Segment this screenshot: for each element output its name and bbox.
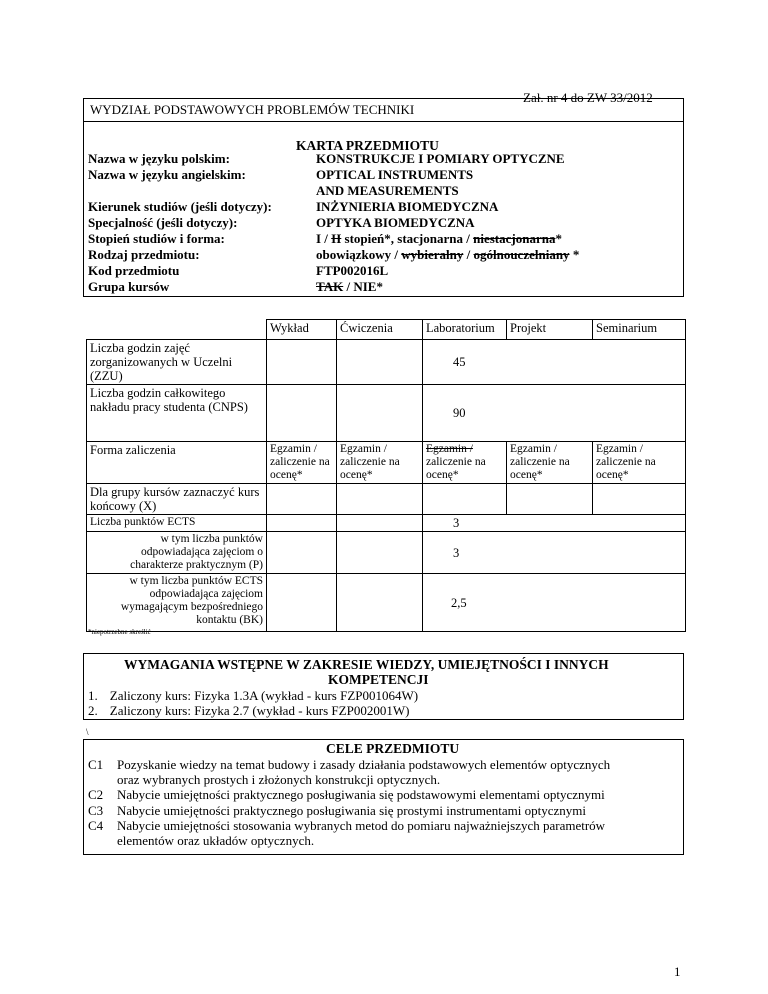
card-title: KARTA PRZEDMIOTU (296, 138, 439, 153)
table-row-direct-contact (87, 574, 686, 632)
goal-text-c4-line2: elementów oraz układów optycznych. (117, 833, 315, 848)
goal-text-c1-line1: Pozyskanie wiedzy na temat budowy i zasady działania podstawowych elementów optycznych (117, 757, 611, 772)
cell-empty (593, 484, 686, 515)
col-header-projekt: Projekt (507, 320, 593, 340)
forma-lab-strike: Egzamin / (426, 443, 473, 455)
code-value: FTP002016L (316, 263, 389, 278)
goals-title: CELE PRZEDMIOTU (326, 741, 460, 756)
degree-part-d: niestacjonarna (473, 231, 556, 246)
cnps-number: 90 (453, 406, 466, 420)
table-row-cnps (87, 385, 686, 442)
attachment-note: Zał. nr 4 do ZW 33/2012 (523, 90, 653, 105)
goal-code: C1 (88, 757, 104, 772)
cell-empty (337, 340, 423, 385)
name-en-value-2: AND MEASUREMENTS (316, 183, 459, 198)
requirement-num: 2. (88, 703, 98, 718)
practical-value (423, 532, 686, 574)
direct-contact-value (423, 574, 686, 632)
page-number: 1 (674, 964, 681, 979)
specialty-value: OPTYKA BIOMEDYCZNA (316, 215, 475, 230)
group-part-b: / NIE* (343, 279, 383, 294)
row-label-final: Dla grupy kursów zaznaczyć kurs końcowy (X) (87, 484, 267, 515)
row-label-ects: Liczba punktów ECTS (87, 515, 267, 532)
type-part-d: ogólnouczelniany (473, 247, 570, 262)
goal-item-c4 (88, 818, 103, 833)
stray-backslash: \ (86, 727, 89, 737)
practical-number: 3 (453, 545, 460, 560)
degree-part-b: II (331, 231, 342, 246)
cell-empty (267, 484, 337, 515)
degree-part-e: * (555, 231, 562, 246)
specialty-label: Specjalność (jeśli dotyczy): (88, 215, 238, 230)
requirement-item-2 (88, 703, 409, 718)
ects-number: 3 (453, 516, 460, 530)
goal-item-c3 (88, 803, 103, 818)
cell-empty (337, 484, 423, 515)
forma-laboratorium (423, 442, 507, 484)
degree-label: Stopień studiów i forma: (88, 231, 225, 246)
code-label: Kod przedmiotu (88, 263, 180, 278)
cell-empty (337, 574, 423, 632)
cell-empty (423, 484, 507, 515)
degree-part-c: stopień*, stacjonarna / (341, 231, 474, 246)
requirement-text: Zaliczony kurs: Fizyka 2.7 (wykład - kurs FZP002001W) (109, 703, 410, 718)
degree-part-a: I / (316, 231, 332, 246)
type-part-c: / (463, 247, 474, 262)
row-label-cnps: Liczba godzin całkowitego nakładu pracy studenta (CNPS) (87, 385, 267, 442)
name-pl-label: Nazwa w języku polskim: (88, 151, 230, 166)
ects-value (423, 515, 686, 532)
header-divider (83, 98, 684, 122)
degree-value (316, 231, 562, 247)
col-header-laboratorium: Laboratorium (423, 320, 507, 340)
goal-text-c3: Nabycie umiejętności praktycznego posługiwania się prostymi instrumentami optycznymi (117, 803, 586, 818)
direct-contact-number: 2,5 (451, 595, 467, 610)
name-en-label: Nazwa w języku angielskim: (88, 167, 246, 182)
forma-seminarium: Egzamin / zaliczenie na ocenę* (593, 442, 686, 484)
group-label: Grupa kursów (88, 279, 170, 294)
group-value (316, 279, 383, 295)
type-part-a: obowiązkowy / (316, 247, 402, 262)
row-label-direct-contact: w tym liczba punktów ECTS odpowiadająca zajęciom wymagającym bezpośredniego kontaktu (BK) (87, 574, 267, 632)
goal-text-c2: Nabycie umiejętności praktycznego posługiwania się podstawowymi elementami optycznymi (117, 787, 605, 802)
col-header-cwiczenia: Ćwiczenia (337, 320, 423, 340)
row-label-forma: Forma zaliczenia (87, 442, 267, 484)
row-label-zzu: Liczba godzin zajęć zorganizowanych w Uczelni (ZZU) (87, 340, 267, 385)
forma-projekt: Egzamin / zaliczenie na ocenę* (507, 442, 593, 484)
zzu-value (423, 340, 686, 385)
goal-code: C4 (88, 818, 104, 833)
cell-empty (267, 515, 337, 532)
requirements-title-1: WYMAGANIA WSTĘPNE W ZAKRESIE WIEDZY, UMIEJĘTNOŚCI I INNYCH (124, 657, 609, 672)
footnote: *niepotrzebne skreślić (88, 628, 151, 636)
goal-code: C2 (88, 787, 104, 802)
group-part-a: TAK (316, 279, 344, 294)
col-header-wyklad: Wykład (267, 320, 337, 340)
table-row-final (87, 484, 686, 515)
table-row-practical (87, 532, 686, 574)
type-value (316, 247, 579, 263)
zzu-number: 45 (453, 355, 466, 369)
table-row-ects (87, 515, 686, 532)
col-header-seminarium: Seminarium (593, 320, 686, 340)
goal-item-c1 (88, 757, 103, 772)
type-label: Rodzaj przedmiotu: (88, 247, 200, 262)
requirements-box (83, 653, 684, 720)
forma-cwiczenia: Egzamin / zaliczenie na ocenę* (337, 442, 423, 484)
forma-wyklad: Egzamin / zaliczenie na ocenę* (267, 442, 337, 484)
goal-text-c1-line2: oraz wybranych prostych i złożonych konstrukcji optycznych. (117, 772, 441, 787)
ects-table (86, 319, 686, 632)
cell-empty (337, 532, 423, 574)
cnps-value (423, 385, 686, 442)
cell-empty (267, 340, 337, 385)
cell-empty (267, 574, 337, 632)
requirement-num: 1. (88, 688, 98, 703)
goal-code: C3 (88, 803, 104, 818)
type-part-e: * (569, 247, 580, 262)
direction-value: INŻYNIERIA BIOMEDYCZNA (316, 199, 499, 214)
goal-text-c4-line1: Nabycie umiejętności stosowania wybranych metod do pomiaru najważniejszych parametrów (117, 818, 606, 833)
table-row-zzu (87, 340, 686, 385)
forma-lab-rest: zaliczenie na ocenę* (426, 456, 486, 481)
faculty-name: WYDZIAŁ PODSTAWOWYCH PROBLEMÓW TECHNIKI (90, 102, 415, 117)
table-header-row (87, 320, 686, 340)
goal-item-c2 (88, 787, 103, 802)
requirements-title-2: KOMPETENCJI (328, 672, 429, 687)
corner-cell (87, 320, 267, 340)
type-part-b: wybieralny (401, 247, 464, 262)
table-row-forma (87, 442, 686, 484)
requirement-text: Zaliczony kurs: Fizyka 1.3A (wykład - kurs FZP001064W) (109, 688, 419, 703)
direction-label: Kierunek studiów (jeśli dotyczy): (88, 199, 272, 214)
row-label-practical: w tym liczba punktów odpowiadająca zajęciom o charakterze praktycznym (P) (87, 532, 267, 574)
cell-empty (337, 385, 423, 442)
name-en-value-1: OPTICAL INSTRUMENTS (316, 167, 474, 182)
cell-empty (507, 484, 593, 515)
name-pl-value: KONSTRUKCJE I POMIARY OPTYCZNE (316, 151, 565, 166)
cell-empty (267, 532, 337, 574)
cell-empty (337, 515, 423, 532)
requirement-item-1 (88, 688, 418, 703)
cell-empty (267, 385, 337, 442)
